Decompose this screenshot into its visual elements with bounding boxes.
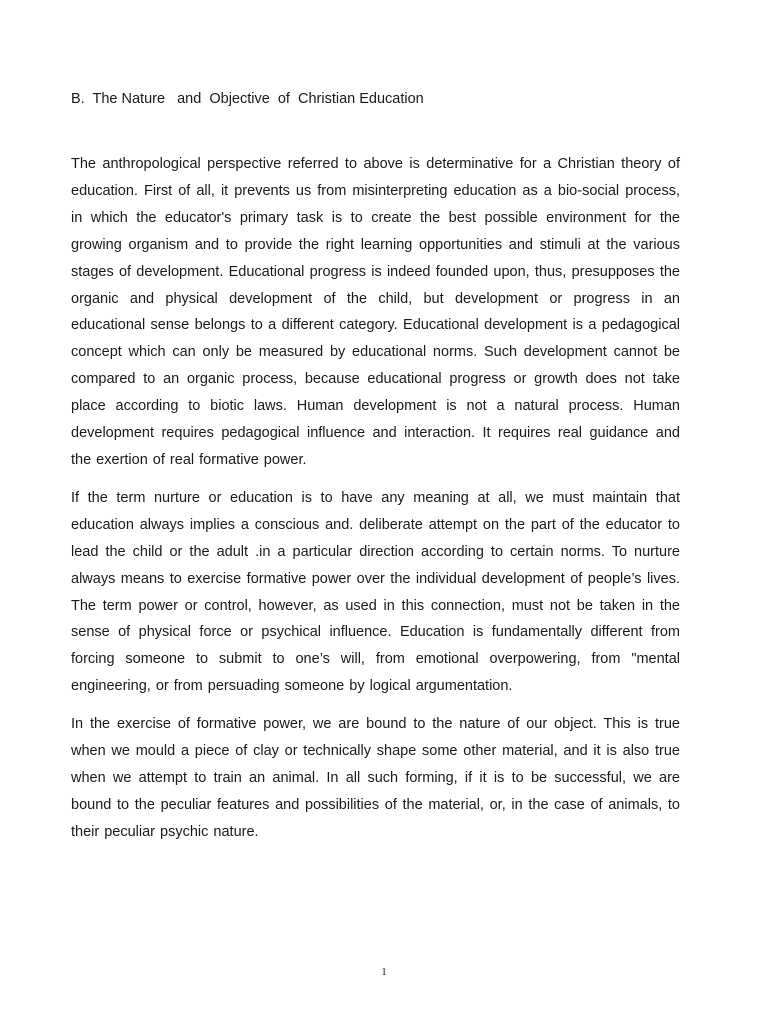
- section-heading: B. The Nature and Objective of Christian Education: [71, 91, 424, 107]
- paragraph-3: In the exercise of formative power, we are bound to the nature of our object. This is true when we mould a piece of clay or technically shape some other material, and it is also true when we attempt to train an animal. In all such forming, if it is to be successful, we are bound to the peculiar features and possibilities of the material, or, in the case of animals, to their peculiar psychic nature.: [71, 716, 680, 840]
- document-body: [71, 151, 680, 857]
- page-number: 1: [381, 966, 387, 978]
- paragraph-2: If the term nurture or education is to have any meaning at all, we must maintain that education always implies a conscious and. deliberate attempt on the part of the educator to lead the child or the adult .in a particular direction according to certain norms. To nurture always means to exercise formative power over the individual development of people’s lives. The term power or control, however, as used in this connection, must not be taken in the sense of physical force or psychical influence. Education is fundamentally different from forcing someone to submit to one’s will, from emotional overpowering, from "mental engineering, or from persuading someone by logical argumentation.: [71, 489, 680, 695]
- paragraph-1: The anthropological perspective referred to above is determinative for a Christian theory of education. First of all, it prevents us from misinterpreting education as a bio-social process, in which the educator's primary task is to create the best possible environment for the growing organism and to provide the right learning opportunities and stimuli at the various stages of development. Educational progress is indeed founded upon, thus, presupposes the organic and physical development of the child, but development or progress in an educational sense belongs to a different category. Educational development is a pedagogical concept which can only be measured by educational norms. Such development cannot be compared to an organic process, because educational progress or growth does not take place according to biotic laws. Human development is not a natural process. Human development requires pedagogical influence and interaction. It requires real guidance and the exertion of real formative power.: [71, 156, 680, 468]
